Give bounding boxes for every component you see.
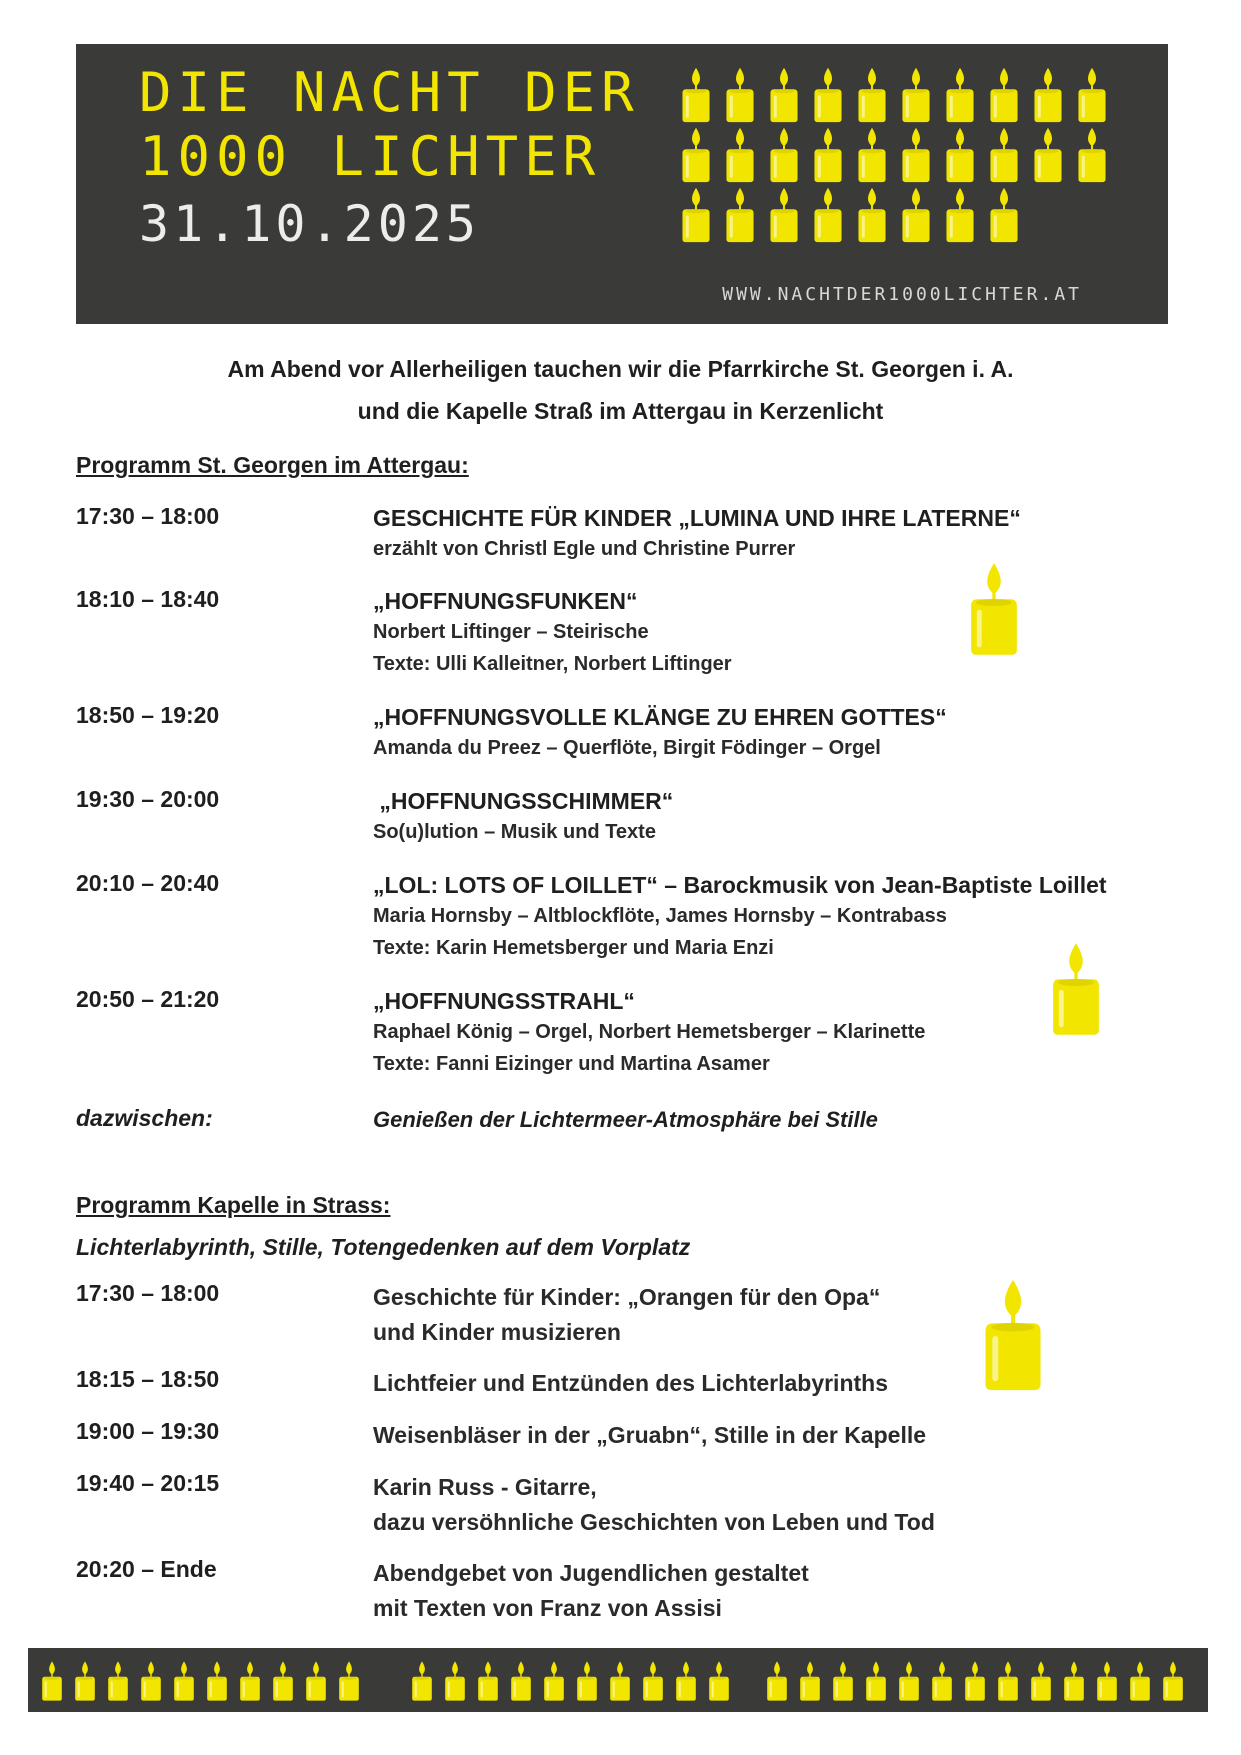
candle-icon xyxy=(610,1661,630,1700)
item-time: 20:50 – 21:20 xyxy=(76,986,220,1012)
candle-icon xyxy=(207,1661,227,1700)
candle-icon xyxy=(1040,940,1112,1038)
program2-heading: Programm Kapelle in Strass: xyxy=(76,1192,391,1218)
item-title: „HOFFNUNGSSCHIMMER“ xyxy=(373,788,674,814)
candle-icon xyxy=(946,128,973,182)
candle-icon xyxy=(858,68,885,122)
item-line: Texte: Ulli Kalleitner, Norbert Liftinger xyxy=(373,653,732,675)
item-line: So(u)lution – Musik und Texte xyxy=(373,821,656,843)
between-label: dazwischen: xyxy=(76,1105,213,1131)
event-date: 31.10.2025 xyxy=(139,195,481,253)
candle-icon xyxy=(445,1661,465,1700)
candle-icon xyxy=(1031,1661,1051,1700)
intro-line1: Am Abend vor Allerheiligen tauchen wir die Pfarrkirche St. Georgen i. A. xyxy=(227,356,1014,382)
candle-icon xyxy=(1034,68,1061,122)
candle-icon xyxy=(339,1661,359,1700)
candle-icon xyxy=(42,1661,62,1700)
candle-icon xyxy=(1034,128,1061,182)
candle-icon xyxy=(511,1661,531,1700)
item-line: Lichtfeier und Entzünden des Lichterlabyrinths xyxy=(373,1370,888,1396)
candle-icon xyxy=(726,188,753,242)
candle-icon xyxy=(1130,1661,1150,1700)
item-line: Texte: Karin Hemetsberger und Maria Enzi xyxy=(373,937,774,959)
candle-icon xyxy=(682,128,709,182)
candle-icon xyxy=(767,1661,787,1700)
intro-line2: und die Kapelle Straß im Attergau in Kerzenlicht xyxy=(357,398,884,424)
candle-icon xyxy=(306,1661,326,1700)
candle-icon xyxy=(858,128,885,182)
candle-icon xyxy=(726,128,753,182)
candle-icon xyxy=(577,1661,597,1700)
item-line: Maria Hornsby – Altblockflöte, James Hornsby – Kontrabass xyxy=(373,905,947,927)
intro-text xyxy=(0,348,1241,432)
candle-icon xyxy=(866,1661,886,1700)
candle-icon xyxy=(902,68,929,122)
event-title-line1: DIE NACHT DER xyxy=(139,61,640,124)
candle-icon xyxy=(544,1661,564,1700)
candle-icon xyxy=(141,1661,161,1700)
item-line: Amanda du Preez – Querflöte, Birgit Födinger – Orgel xyxy=(373,737,881,759)
candle-icon xyxy=(833,1661,853,1700)
candle-icon xyxy=(726,68,753,122)
item-line: und Kinder musizieren xyxy=(373,1319,621,1345)
item-title: „HOFFNUNGSVOLLE KLÄNGE ZU EHREN GOTTES“ xyxy=(373,704,947,730)
candle-icon xyxy=(965,1661,985,1700)
item-title: „HOFFNUNGSFUNKEN“ xyxy=(373,588,638,614)
candle-icon xyxy=(709,1661,729,1700)
candle-icon xyxy=(273,1661,293,1700)
candle-icon xyxy=(970,1276,1056,1394)
candle-icon xyxy=(990,68,1017,122)
candle-icon xyxy=(108,1661,128,1700)
item-time: 19:00 – 19:30 xyxy=(76,1418,220,1444)
item-time: 20:20 – Ende xyxy=(76,1556,217,1582)
item-line: erzählt von Christl Egle und Christine Purrer xyxy=(373,538,796,560)
item-line: Abendgebet von Jugendlichen gestaltet xyxy=(373,1560,809,1586)
header-banner xyxy=(76,44,1168,324)
item-time: 17:30 – 18:00 xyxy=(76,503,220,529)
candle-icon xyxy=(75,1661,95,1700)
candle-icon xyxy=(682,188,709,242)
candle-icon xyxy=(902,188,929,242)
candle-icon xyxy=(1097,1661,1117,1700)
candle-icon xyxy=(1078,68,1105,122)
candle-icon xyxy=(800,1661,820,1700)
candle-icon xyxy=(814,68,841,122)
candle-icon xyxy=(899,1661,919,1700)
candle-icon xyxy=(990,188,1017,242)
candle-icon xyxy=(412,1661,432,1700)
candle-icon xyxy=(682,68,709,122)
candle-icon xyxy=(946,188,973,242)
program1-heading: Programm St. Georgen im Attergau: xyxy=(76,452,469,478)
item-title: „LOL: LOTS OF LOILLET“ – Barockmusik von Jean-Baptiste Loillet xyxy=(373,872,1107,898)
candle-icon xyxy=(998,1661,1018,1700)
event-title-line2: 1000 LICHTER xyxy=(139,125,602,188)
candle-icon xyxy=(676,1661,696,1700)
item-line: Raphael König – Orgel, Norbert Hemetsberger – Klarinette xyxy=(373,1021,926,1043)
website-link[interactable]: WWW.NACHTDER1000LICHTER.AT xyxy=(722,284,1082,305)
candle-icon xyxy=(1078,128,1105,182)
candle-icon xyxy=(478,1661,498,1700)
item-time: 18:15 – 18:50 xyxy=(76,1366,220,1392)
candle-icon xyxy=(174,1661,194,1700)
candle-grid xyxy=(676,66,1116,246)
item-time: 20:10 – 20:40 xyxy=(76,870,220,896)
item-time: 17:30 – 18:00 xyxy=(76,1280,220,1306)
item-time: 19:30 – 20:00 xyxy=(76,786,220,812)
candle-icon xyxy=(770,68,797,122)
candle-icon xyxy=(814,188,841,242)
candle-icon xyxy=(240,1661,260,1700)
footer-candles xyxy=(28,1648,1208,1712)
item-title: GESCHICHTE FÜR KINDER „LUMINA UND IHRE LATERNE“ xyxy=(373,505,1021,531)
candle-icon xyxy=(1064,1661,1084,1700)
item-time: 18:50 – 19:20 xyxy=(76,702,220,728)
program2-subheading: Lichterlabyrinth, Stille, Totengedenken auf dem Vorplatz xyxy=(76,1234,691,1260)
candle-icon xyxy=(902,128,929,182)
item-line: Geschichte für Kinder: „Orangen für den Opa“ xyxy=(373,1284,881,1310)
candle-icon xyxy=(643,1661,663,1700)
candle-icon xyxy=(770,128,797,182)
candle-icon xyxy=(958,560,1030,658)
footer-candle-strip xyxy=(28,1648,1208,1712)
item-time: 18:10 – 18:40 xyxy=(76,586,220,612)
item-line: Norbert Liftinger – Steirische xyxy=(373,621,649,643)
candle-icon xyxy=(946,68,973,122)
item-time: 19:40 – 20:15 xyxy=(76,1470,220,1496)
item-line: Karin Russ - Gitarre, xyxy=(373,1474,597,1500)
candle-icon xyxy=(858,188,885,242)
between-text: Genießen der Lichtermeer-Atmosphäre bei Stille xyxy=(373,1107,878,1132)
item-line: Texte: Fanni Eizinger und Martina Asamer xyxy=(373,1053,770,1075)
item-line: dazu versöhnliche Geschichten von Leben und Tod xyxy=(373,1509,935,1535)
candle-icon xyxy=(932,1661,952,1700)
item-line: Weisenbläser in der „Gruabn“, Stille in der Kapelle xyxy=(373,1422,927,1448)
item-line: mit Texten von Franz von Assisi xyxy=(373,1595,722,1621)
candle-icon xyxy=(990,128,1017,182)
item-title: „HOFFNUNGSSTRAHL“ xyxy=(373,988,635,1014)
candle-icon xyxy=(1163,1661,1183,1700)
candle-icon xyxy=(770,188,797,242)
candle-icon xyxy=(814,128,841,182)
